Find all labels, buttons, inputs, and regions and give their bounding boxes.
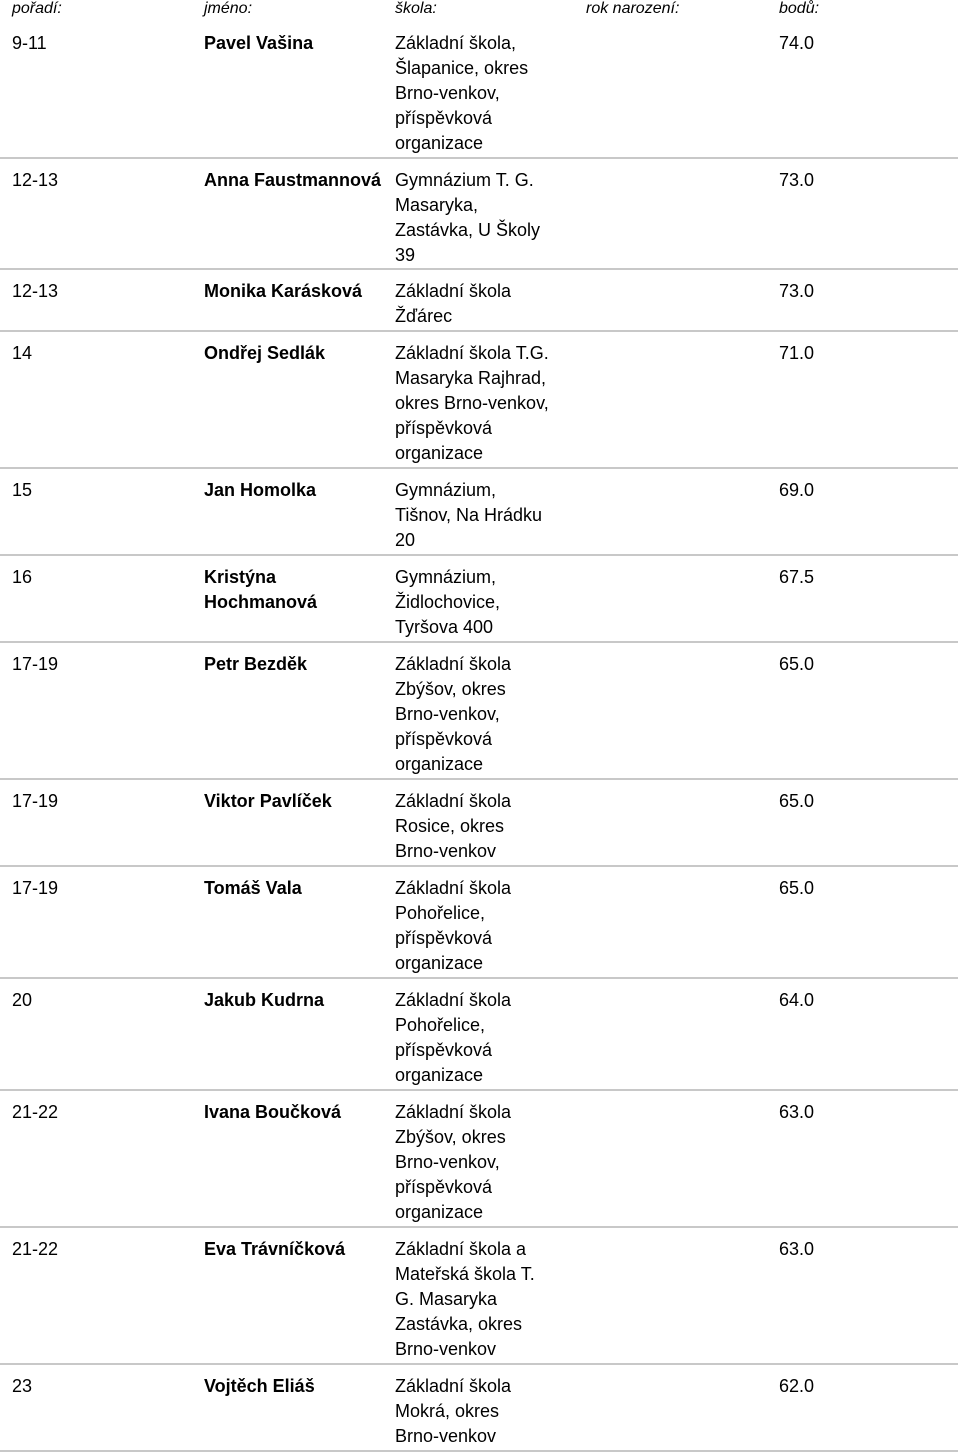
school-line: Pohořelice, [395, 903, 486, 923]
points-cell: 65.0 [779, 791, 815, 811]
rank-cell: 16 [12, 567, 33, 587]
name-cell: Jakub Kudrna [204, 990, 325, 1010]
points-cell: 62.0 [779, 1376, 815, 1396]
rank-cell: 15 [12, 480, 33, 500]
school-line: organizace [395, 443, 484, 463]
header-rank: pořadí: [12, 0, 62, 17]
school-line: Masaryka Rajhrad, [395, 368, 547, 388]
school-line: Základní škola a [395, 1239, 527, 1259]
rank-cell: 12-13 [12, 281, 59, 301]
points-cell: 73.0 [779, 281, 815, 301]
school-line: Mateřská škola T. [395, 1264, 535, 1284]
points-cell: 65.0 [779, 878, 815, 898]
name-cell: Eva Trávníčková [204, 1239, 346, 1259]
school-line: Rosice, okres [395, 816, 505, 836]
school-line: Brno-venkov, [395, 1152, 500, 1172]
table-row [0, 469, 958, 556]
points-cell: 64.0 [779, 990, 815, 1010]
school-cell [395, 1374, 575, 1449]
header-points: bodů: [779, 0, 820, 17]
school-line: příspěvková [395, 108, 493, 128]
rank-cell: 21-22 [12, 1239, 59, 1259]
name-cell: Anna Faustmannová [204, 170, 382, 190]
points-cell: 73.0 [779, 170, 815, 190]
school-line: Základní škola [395, 791, 512, 811]
school-cell [395, 876, 575, 976]
table-row [0, 643, 958, 780]
school-line: Zbýšov, okres [395, 1127, 506, 1147]
school-line: Základní škola [395, 281, 512, 301]
name-cell: Pavel Vašina [204, 33, 314, 53]
school-line: organizace [395, 1202, 484, 1222]
school-cell [395, 789, 575, 864]
school-line: Tyršova 400 [395, 617, 494, 637]
school-line: příspěvková [395, 1040, 493, 1060]
school-line: organizace [395, 754, 484, 774]
school-line: 39 [395, 245, 416, 265]
school-line: organizace [395, 1065, 484, 1085]
school-line: Zastávka, U Školy [395, 220, 541, 240]
school-line: příspěvková [395, 928, 493, 948]
table-row [0, 159, 958, 270]
school-line: Brno-venkov, [395, 83, 500, 103]
school-line: Základní škola [395, 878, 512, 898]
rank-cell: 20 [12, 990, 33, 1010]
table-row [0, 22, 958, 159]
header-school: škola: [395, 0, 437, 17]
school-line: Brno-venkov [395, 1339, 497, 1359]
name-cell: Kristýna Hochmanová [204, 567, 318, 612]
table-row [0, 270, 958, 332]
school-line: Základní škola, [395, 33, 517, 53]
rank-cell: 17-19 [12, 654, 59, 674]
results-table [0, 22, 960, 1452]
school-cell [395, 478, 575, 553]
rank-cell: 12-13 [12, 170, 59, 190]
points-cell: 71.0 [779, 343, 815, 363]
rank-cell: 14 [12, 343, 33, 363]
points-cell: 74.0 [779, 33, 815, 53]
school-line: Základní škola [395, 1376, 512, 1396]
school-line: Základní škola [395, 1102, 512, 1122]
school-line: Základní škola [395, 654, 512, 674]
points-cell: 65.0 [779, 654, 815, 674]
header-birth-year: rok narození: [586, 0, 680, 17]
school-cell [395, 652, 575, 777]
school-line: Pohořelice, [395, 1015, 486, 1035]
school-line: příspěvková [395, 418, 493, 438]
school-line: organizace [395, 953, 484, 973]
rank-cell: 17-19 [12, 791, 59, 811]
school-line: G. Masaryka [395, 1289, 498, 1309]
school-line: Tišnov, Na Hrádku [395, 505, 543, 525]
rank-cell: 17-19 [12, 878, 59, 898]
school-line: Zbýšov, okres [395, 679, 506, 699]
header-name: jméno: [204, 0, 253, 17]
name-cell: Tomáš Vala [204, 878, 302, 898]
points-cell: 67.5 [779, 567, 815, 587]
school-cell [395, 988, 575, 1088]
points-cell: 69.0 [779, 480, 815, 500]
school-cell [395, 341, 575, 466]
school-cell [395, 565, 575, 640]
points-cell: 63.0 [779, 1239, 815, 1259]
school-cell [395, 1100, 575, 1225]
table-header [0, 0, 960, 22]
table-row [0, 1365, 958, 1452]
school-line: Zastávka, okres [395, 1314, 523, 1334]
school-line: Brno-venkov [395, 1426, 497, 1446]
name-cell: Ivana Boučková [204, 1102, 342, 1122]
name-cell: Vojtěch Eliáš [204, 1376, 315, 1396]
school-line: Základní škola T.G. [395, 343, 549, 363]
school-line: Židlochovice, [395, 592, 501, 612]
school-line: Základní škola [395, 990, 512, 1010]
school-line: Mokrá, okres [395, 1401, 500, 1421]
school-cell [395, 31, 575, 156]
school-line: Gymnázium, [395, 567, 497, 587]
name-cell: Monika Karásková [204, 281, 363, 301]
school-line: Gymnázium T. G. [395, 170, 534, 190]
school-line: Gymnázium, [395, 480, 497, 500]
name-cell: Viktor Pavlíček [204, 791, 332, 811]
school-line: 20 [395, 530, 416, 550]
school-line: okres Brno-venkov, [395, 393, 549, 413]
rank-cell: 9-11 [12, 33, 47, 53]
table-row [0, 556, 958, 643]
school-line: organizace [395, 133, 484, 153]
school-line: Masaryka, [395, 195, 479, 215]
name-cell: Jan Homolka [204, 480, 317, 500]
name-cell: Ondřej Sedlák [204, 343, 326, 363]
school-cell [395, 279, 575, 329]
school-line: Brno-venkov, [395, 704, 500, 724]
school-line: příspěvková [395, 1177, 493, 1197]
table-row [0, 867, 958, 979]
rank-cell: 21-22 [12, 1102, 59, 1122]
points-cell: 63.0 [779, 1102, 815, 1122]
name-cell: Petr Bezděk [204, 654, 308, 674]
school-line: Brno-venkov [395, 841, 497, 861]
school-line: příspěvková [395, 729, 493, 749]
school-cell [395, 168, 575, 268]
table-row [0, 979, 958, 1091]
rank-cell: 23 [12, 1376, 33, 1396]
table-row [0, 780, 958, 867]
table-row [0, 1228, 958, 1365]
school-line: Šlapanice, okres [395, 58, 529, 78]
school-cell [395, 1237, 575, 1362]
table-row [0, 1091, 958, 1228]
table-row [0, 332, 958, 469]
school-line: Žďárec [395, 306, 453, 326]
